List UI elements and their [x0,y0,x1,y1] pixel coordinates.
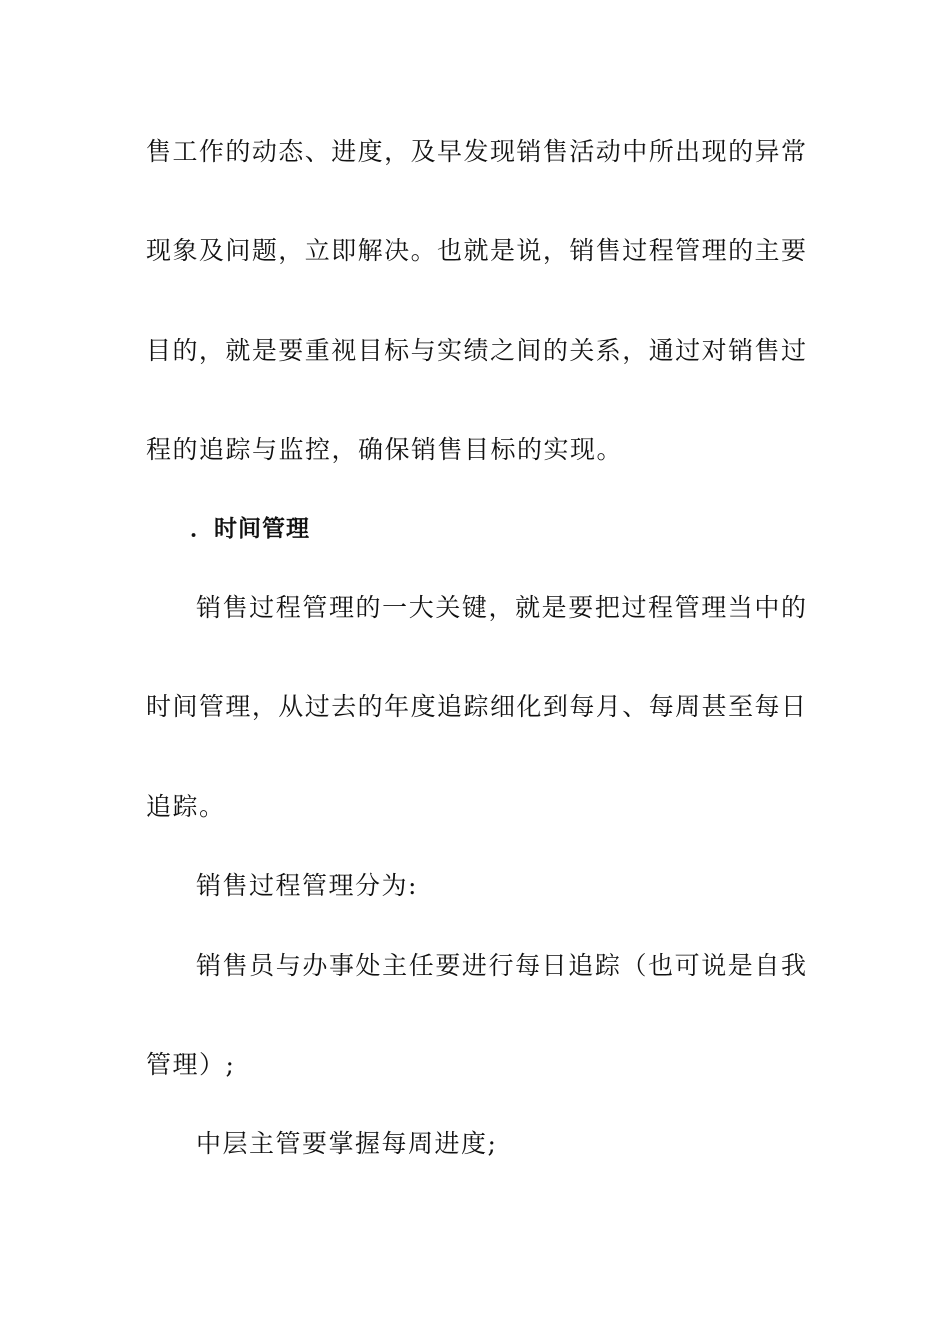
paragraph-5: 中层主管要掌握每周进度; [196,1129,498,1158]
section-heading: ．时间管理 [190,516,310,542]
paragraph-1-line-1: 售工作的动态、进度，及早发现销售活动中所出现的异常 [146,137,806,166]
paragraph-4-line-2: 管理）; [146,1050,236,1079]
paragraph-1-line-2: 现象及问题，立即解决。也就是说，销售过程管理的主要 [146,236,806,265]
paragraph-3: 销售过程管理分为: [196,871,418,900]
paragraph-2-line-1: 销售过程管理的一大关键，就是要把过程管理当中的 [196,593,806,622]
paragraph-4-line-1: 销售员与办事处主任要进行每日追踪（也可说是自我 [196,951,806,980]
paragraph-2-line-3: 追踪。 [146,792,226,821]
paragraph-1-line-4: 程的追踪与监控，确保销售目标的实现。 [146,435,624,464]
paragraph-1-line-3: 目的，就是要重视目标与实绩之间的关系，通过对销售过 [146,336,806,365]
paragraph-2-line-2: 时间管理，从过去的年度追踪细化到每月、每周甚至每日 [146,692,806,721]
